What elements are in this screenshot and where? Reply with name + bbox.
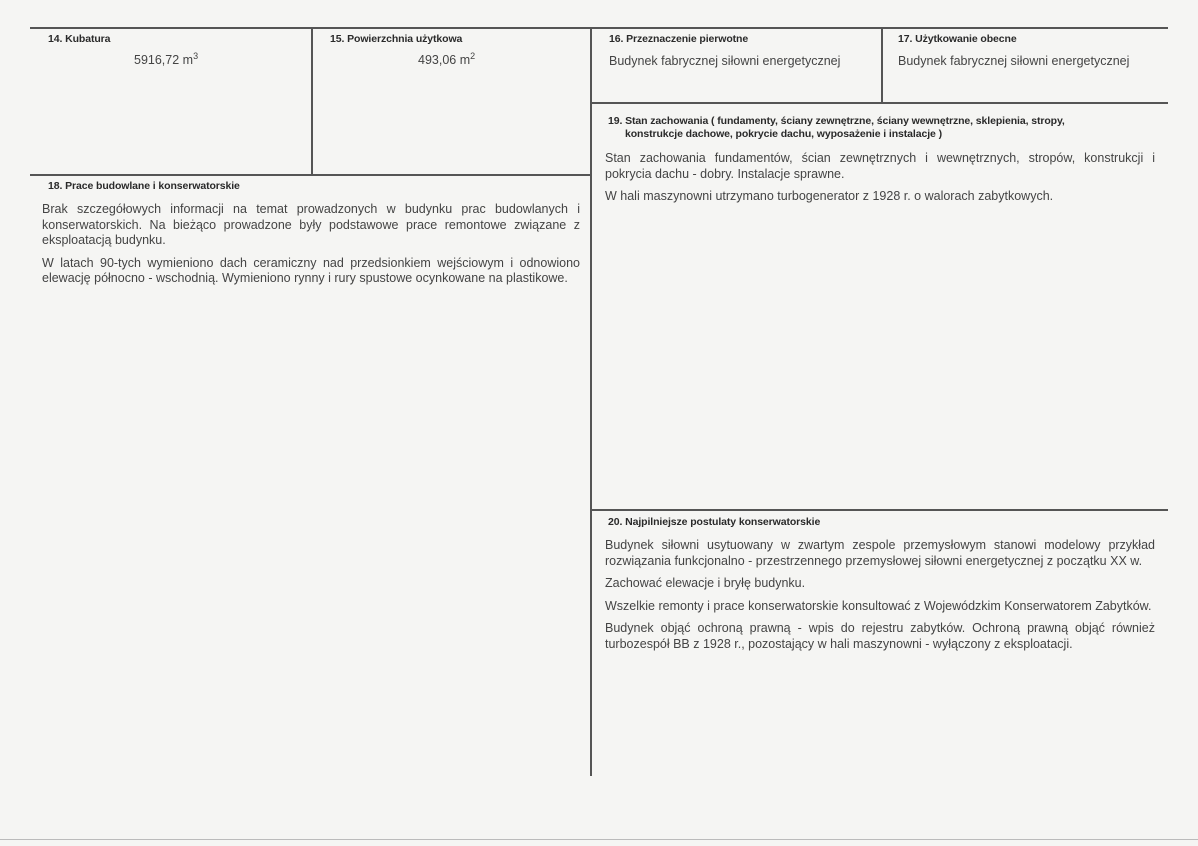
field-19-label-line2: konstrukcje dachowe, pokrycie dachu, wyposażenie i instalacje ) <box>625 128 942 140</box>
field-20-paragraph: Wszelkie remonty i prace konserwatorskie konsultować z Wojewódzkim Konserwatorem Zabytków. <box>605 598 1152 613</box>
field-14-kubatura <box>48 33 306 68</box>
field-20-paragraph: Budynek siłowni usytuowany w zwartym zespole przemysłowym stanowi modelowy przykład rozwiązania funkcjonalno - przestrzennego przemysłowej siłowni energetycznej z początku XX w. <box>605 538 1155 568</box>
field-19-label-line1: 19. Stan zachowania ( fundamenty, ściany zewnętrzne, ściany wewnętrzne, sklepienia, stropy, <box>608 115 1065 127</box>
divider-16-17 <box>881 28 883 103</box>
divider-center <box>590 28 592 776</box>
field-20-body <box>605 538 1155 652</box>
field-19-paragraph: Stan zachowania fundamentów, ścian zewnętrznych i wewnętrznych, stropów, konstrukcji i pokrycia dachu - dobry. Instalacje sprawne. <box>605 151 1155 181</box>
divider-14-15 <box>311 28 313 175</box>
hline-right-mid <box>591 509 1168 511</box>
hline-left <box>30 174 591 176</box>
field-17-label: 17. Użytkowanie obecne <box>898 33 1017 45</box>
field-16-przeznaczenie <box>609 33 877 69</box>
field-15-value: 493,06 m <box>418 53 471 67</box>
field-18-prace <box>42 180 580 294</box>
field-14-value: 5916,72 m <box>134 53 194 67</box>
field-14-value-row <box>134 50 306 68</box>
field-18-body <box>42 202 580 287</box>
field-18-label: 18. Prace budowlane i konserwatorskie <box>48 180 240 192</box>
field-15-unit-exponent: 2 <box>470 50 476 61</box>
field-14-label: 14. Kubatura <box>48 33 111 45</box>
field-19-stan-zachowania <box>605 115 1155 212</box>
bottom-edge <box>0 839 1198 840</box>
field-15-powierzchnia <box>330 33 585 68</box>
field-20-paragraph: Budynek objąć ochroną prawną - wpis do rejestru zabytków. Ochroną prawną objąć również turbozespół BB z 1928 r., pozostający w hali maszynowni - wyłączony z eksploatacji. <box>605 621 1155 651</box>
field-19-paragraph: W hali maszynowni utrzymano turbogenerator z 1928 r. o walorach zabytkowych. <box>605 189 1054 203</box>
field-14-unit-exponent: 3 <box>193 50 199 61</box>
field-20-label: 20. Najpilniejsze postulaty konserwatorskie <box>608 516 821 528</box>
field-17-uzytkowanie <box>898 33 1166 69</box>
field-20-postulaty <box>605 516 1155 659</box>
hline-right-top <box>591 102 1168 104</box>
field-18-paragraph: W latach 90-tych wymieniono dach ceramiczny nad przedsionkiem wejściowym i odnowiono elewację północno - wschodnią. Wymieniono rynny i rury spustowe ocynkowane na plastikowe. <box>42 255 580 285</box>
field-15-label: 15. Powierzchnia użytkowa <box>330 33 463 45</box>
top-border <box>30 27 1168 29</box>
field-15-value-row <box>418 50 585 68</box>
field-20-paragraph: Zachować elewacje i bryłę budynku. <box>605 576 806 590</box>
field-19-body <box>605 151 1155 205</box>
field-17-value: Budynek fabrycznej siłowni energetycznej <box>898 54 1130 68</box>
field-16-label: 16. Przeznaczenie pierwotne <box>609 33 749 45</box>
field-16-value: Budynek fabrycznej siłowni energetycznej <box>609 54 841 68</box>
field-18-paragraph: Brak szczegółowych informacji na temat prowadzonych w budynku prac budowlanych i konserwatorskich. Na bieżąco prowadzone były podstawowe prace remontowe związane z eksploatacją budynku. <box>42 202 580 247</box>
